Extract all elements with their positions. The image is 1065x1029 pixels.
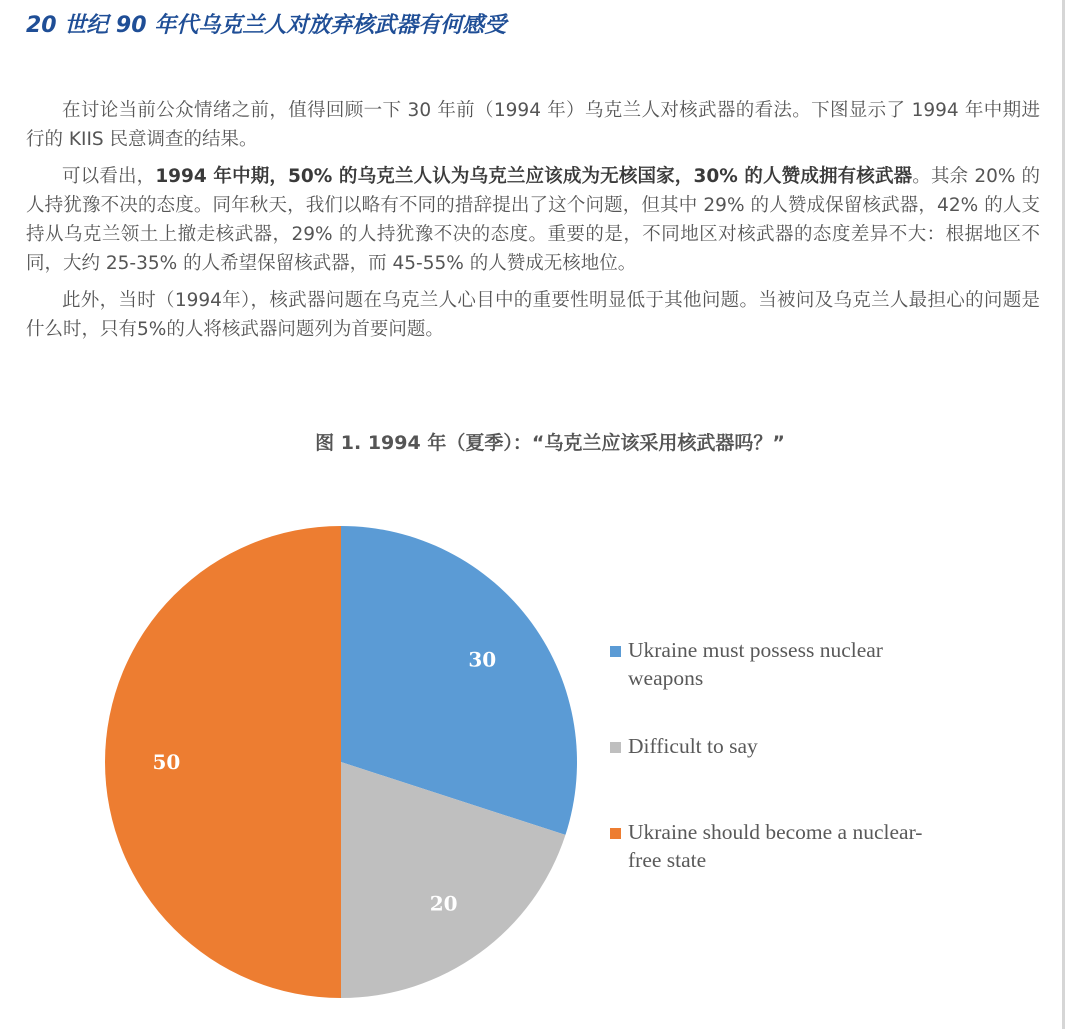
- figure-title: 图 1. 1994 年（夏季）：“乌克兰应该采用核武器吗？”: [315, 432, 785, 454]
- article-body: [26, 96, 1040, 352]
- pie-slice-label-2: 50: [152, 750, 181, 774]
- legend-swatch-nuclear-weapons: [610, 646, 621, 657]
- legend-label-nuclear-free-state-line-2: free state: [628, 848, 707, 872]
- legend-label-difficult-to-say: Difficult to say: [628, 734, 758, 758]
- paragraph-2: [26, 162, 1040, 278]
- pie-slice-label-1: 20: [429, 891, 458, 916]
- pie-chart: [0, 470, 600, 1010]
- pie-slice-2: [105, 526, 341, 998]
- legend-item-difficult-to-say: [610, 732, 1010, 760]
- legend-swatch-nuclear-free-state: [610, 828, 621, 839]
- pie-slice-label-0: 30: [468, 647, 497, 672]
- legend-label-nuclear-weapons-line-1: Ukraine must possess nuclear: [628, 638, 883, 662]
- legend-label-nuclear-free-state-line-1: Ukraine should become a nuclear-: [628, 820, 923, 844]
- chart-legend: [610, 636, 1010, 874]
- article-heading: 20 世纪 90 年代乌克兰人对放弃核武器有何感受: [26, 13, 507, 38]
- paragraph-2-bold-text: 1994 年中期，50% 的乌克兰人认为乌克兰应该成为无核国家，30% 的人赞成拥有核武器: [155, 166, 913, 187]
- paragraph-2-text-a: 可以看出，: [62, 166, 156, 187]
- paragraph-2-text-b: 。其余 20% 的人持犹豫不决的态度。同年秋天，我们以略有不同的措辞提出了这个问题，但其中 29% 的人赞成保留核武器，42% 的人支持从乌克兰领土上撤走核武器，29% 的人持犹豫不决的态度。重要的是，不同地区对核武器的态度差异不大：根据地区不同，大约 25-35% 的人希望保留核武器，而 45-55% 的人赞成无核地位。: [26, 166, 1040, 274]
- legend-item-nuclear-free-state: [610, 818, 1010, 874]
- paragraph-3: [26, 286, 1040, 344]
- paragraph-3-text: 此外，当时（1994年），核武器问题在乌克兰人心目中的重要性明显低于其他问题。当被问及乌克兰人最担心的问题是什么时，只有5%的人将核武器问题列为首要问题。: [26, 290, 1040, 340]
- paragraph-1-text: 在讨论当前公众情绪之前，值得回顾一下 30 年前（1994 年）乌克兰人对核武器的看法。下图显示了 1994 年中期进行的 KIIS 民意调查的结果。: [26, 100, 1040, 150]
- legend-label-nuclear-weapons-line-2: weapons: [628, 666, 704, 690]
- paragraph-1: [26, 96, 1040, 154]
- legend-swatch-difficult-to-say: [610, 742, 621, 753]
- legend-item-nuclear-weapons: [610, 636, 1010, 692]
